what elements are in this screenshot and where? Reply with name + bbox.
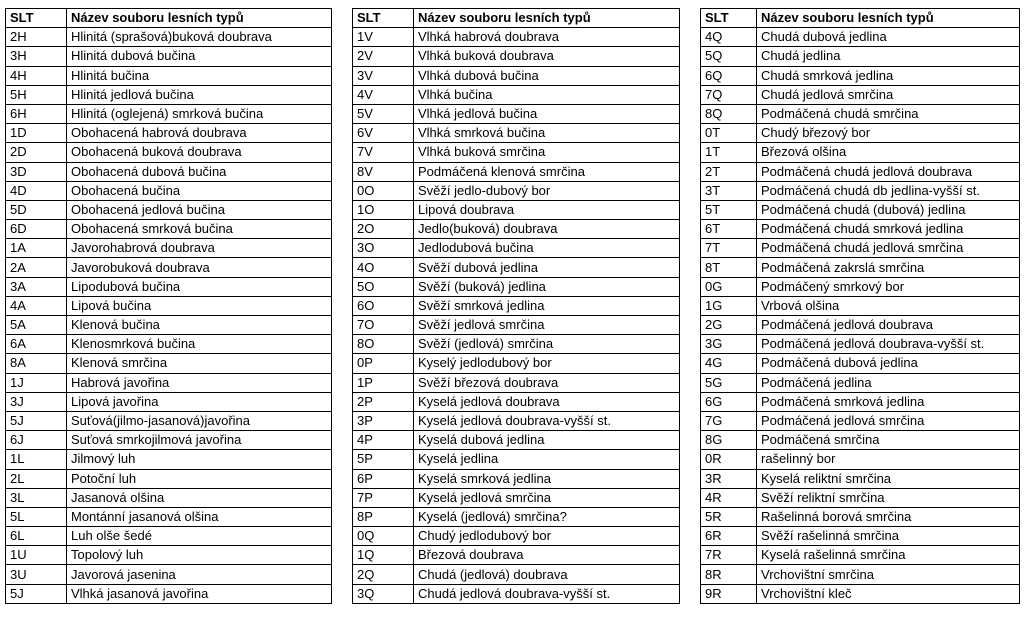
slt-code: 6V [353,124,414,143]
forest-type-name: Podmáčená klenová smrčina [414,162,680,181]
table-row [6,565,332,584]
slt-code: 6A [6,335,67,354]
table-row [6,469,332,488]
forest-type-name: Svěží (jedlová) smrčina [414,335,680,354]
slt-code: 4R [701,488,757,507]
forest-type-name: Vlhká jasanová javořina [67,584,332,603]
slt-code: 2G [701,316,757,335]
slt-code: 1G [701,296,757,315]
table-row [6,335,332,354]
slt-header: SLT [701,9,757,28]
table-row [6,85,332,104]
forest-type-name: Topolový luh [67,546,332,565]
table-row [353,258,680,277]
slt-code: 5D [6,200,67,219]
slt-code: 8Q [701,104,757,123]
table-row [701,104,1020,123]
slt-code: 3V [353,66,414,85]
slt-code: 4H [6,66,67,85]
table-row [353,507,680,526]
slt-code: 3R [701,469,757,488]
table-row [6,527,332,546]
forest-type-name: Podmáčená chudá jedlová smrčina [757,239,1020,258]
table-row [701,181,1020,200]
table-row [6,181,332,200]
table-row [701,450,1020,469]
forest-type-name: Svěží dubová jedlina [414,258,680,277]
forest-type-name: Březová doubrava [414,546,680,565]
slt-code: 5V [353,104,414,123]
forest-type-name: Kyselá reliktní smrčina [757,469,1020,488]
slt-code: 7T [701,239,757,258]
header-row [701,9,1020,28]
slt-code: 3U [6,565,67,584]
forest-type-name: Javorová jasenina [67,565,332,584]
table-row [701,239,1020,258]
forest-type-name: Vlhká smrková bučina [414,124,680,143]
slt-code: 5A [6,316,67,335]
forest-type-name: Obohacená jedlová bučina [67,200,332,219]
table-row [353,85,680,104]
slt-code: 0O [353,181,414,200]
forest-type-name: Kyselá dubová jedlina [414,431,680,450]
forest-type-name: Kyselý jedlodubový bor [414,354,680,373]
table-row [701,488,1020,507]
forest-type-name: Březová olšina [757,143,1020,162]
table-row [6,296,332,315]
table-row [353,488,680,507]
forest-type-name: Vrchovištní kleč [757,584,1020,603]
table-row [353,469,680,488]
forest-type-name: Chudý jedlodubový bor [414,527,680,546]
slt-code: 1J [6,373,67,392]
table-row [6,373,332,392]
forest-type-name: Podmáčený smrkový bor [757,277,1020,296]
slt-code: 2P [353,392,414,411]
table-row [6,200,332,219]
slt-code: 0R [701,450,757,469]
slt-header: SLT [6,9,67,28]
table-row [701,469,1020,488]
table-row [6,104,332,123]
slt-code: 5L [6,507,67,526]
slt-code: 5R [701,507,757,526]
slt-code: 4P [353,431,414,450]
table-row [701,527,1020,546]
slt-code: 5J [6,584,67,603]
forest-type-name: Svěží jedlová smrčina [414,316,680,335]
slt-code: 8A [6,354,67,373]
forest-type-name: Podmáčená jedlina [757,373,1020,392]
table-row [701,85,1020,104]
forest-type-name: Hlinitá bučina [67,66,332,85]
slt-code: 4V [353,85,414,104]
table-row [353,28,680,47]
table-row [353,143,680,162]
forest-type-name: Hlinitá jedlová bučina [67,85,332,104]
forest-type-name: Svěží (buková) jedlina [414,277,680,296]
slt-code: 4A [6,296,67,315]
table-row [701,296,1020,315]
forest-type-name: Vlhká bučina [414,85,680,104]
forest-type-name: Javorobuková doubrava [67,258,332,277]
slt-code: 6H [6,104,67,123]
forest-type-name: Chudá jedlová smrčina [757,85,1020,104]
table-row [701,335,1020,354]
forest-type-name: Javorohabrová doubrava [67,239,332,258]
table-row [353,47,680,66]
table-row [701,431,1020,450]
header-row [353,9,680,28]
table-row [353,392,680,411]
forest-type-name: Kyselá smrková jedlina [414,469,680,488]
table-row [701,220,1020,239]
table-row [353,373,680,392]
table-row [353,200,680,219]
slt-code: 2L [6,469,67,488]
slt-code: 2V [353,47,414,66]
table-row [701,507,1020,526]
forest-type-name: Suťová(jilmo-jasanová)javořina [67,411,332,430]
forest-type-name: Rašelinná borová smrčina [757,507,1020,526]
forest-type-table-3 [700,8,1020,604]
forest-type-name: rašelinný bor [757,450,1020,469]
table-row [353,66,680,85]
table-row [353,296,680,315]
table-row [353,220,680,239]
forest-type-name: Chudá dubová jedlina [757,28,1020,47]
table-row [6,488,332,507]
table-row [353,162,680,181]
table-row [6,354,332,373]
table-row [701,277,1020,296]
forest-type-name: Lipová doubrava [414,200,680,219]
forest-type-name: Potoční luh [67,469,332,488]
table-row [6,66,332,85]
forest-type-name: Podmáčená smrčina [757,431,1020,450]
slt-code: 8O [353,335,414,354]
slt-code: 1A [6,239,67,258]
forest-type-name: Chudá (jedlová) doubrava [414,565,680,584]
slt-code: 5H [6,85,67,104]
table-row [353,277,680,296]
forest-type-name: Chudá jedlina [757,47,1020,66]
table-row [701,47,1020,66]
slt-code: 8V [353,162,414,181]
table-row [353,335,680,354]
slt-code: 3H [6,47,67,66]
table-row [6,143,332,162]
slt-code: 0P [353,354,414,373]
slt-code: 6R [701,527,757,546]
table-row [353,354,680,373]
forest-type-name: Svěží rašelinná smrčina [757,527,1020,546]
forest-type-name: Vrchovištní smrčina [757,565,1020,584]
slt-code: 3A [6,277,67,296]
table-row [701,584,1020,603]
slt-code: 8R [701,565,757,584]
slt-code: 8T [701,258,757,277]
slt-code: 7R [701,546,757,565]
slt-code: 6P [353,469,414,488]
forest-type-name: Obohacená buková doubrava [67,143,332,162]
forest-type-name: Lipová javořina [67,392,332,411]
slt-code: 7G [701,411,757,430]
slt-code: 5T [701,200,757,219]
slt-code: 1O [353,200,414,219]
slt-code: 4Q [701,28,757,47]
forest-type-name: Vrbová olšina [757,296,1020,315]
slt-code: 5O [353,277,414,296]
forest-type-name: Podmáčená zakrslá smrčina [757,258,1020,277]
slt-code: 1D [6,124,67,143]
table-row [6,220,332,239]
table-row [701,124,1020,143]
slt-code: 0T [701,124,757,143]
slt-code: 7P [353,488,414,507]
table-row [6,392,332,411]
forest-type-name: Podmáčená chudá smrková jedlina [757,220,1020,239]
slt-code: 9R [701,584,757,603]
forest-type-name: Suťová smrkojilmová javořina [67,431,332,450]
slt-code: 6J [6,431,67,450]
table-row [701,316,1020,335]
table-row [701,392,1020,411]
table-row [353,584,680,603]
slt-code: 3P [353,411,414,430]
table-row [6,239,332,258]
forest-type-name: Hlinitá (oglejená) smrková bučina [67,104,332,123]
slt-code: 1U [6,546,67,565]
table-row [701,162,1020,181]
slt-code: 2T [701,162,757,181]
forest-type-name: Podmáčená chudá smrčina [757,104,1020,123]
slt-code: 3O [353,239,414,258]
forest-type-name: Jedlodubová bučina [414,239,680,258]
table-row [701,143,1020,162]
slt-code: 6L [6,527,67,546]
slt-code: 6G [701,392,757,411]
slt-header: SLT [353,9,414,28]
slt-code: 1L [6,450,67,469]
table-row [701,354,1020,373]
table-row [6,546,332,565]
forest-type-name: Obohacená habrová doubrava [67,124,332,143]
forest-type-name: Lipodubová bučina [67,277,332,296]
table-row [353,565,680,584]
slt-code: 1T [701,143,757,162]
name-header: Název souboru lesních typů [67,9,332,28]
forest-type-name: Vlhká buková doubrava [414,47,680,66]
slt-code: 5G [701,373,757,392]
name-header: Název souboru lesních typů [414,9,680,28]
forest-type-name: Jasanová olšina [67,488,332,507]
slt-code: 0Q [353,527,414,546]
table-row [701,28,1020,47]
forest-type-name: Vlhká dubová bučina [414,66,680,85]
slt-code: 6D [6,220,67,239]
forest-type-name: Podmáčená jedlová doubrava-vyšší st. [757,335,1020,354]
slt-code: 3J [6,392,67,411]
slt-code: 4G [701,354,757,373]
forest-type-name: Chudá jedlová doubrava-vyšší st. [414,584,680,603]
forest-type-name: Podmáčená chudá db jedlina-vyšší st. [757,181,1020,200]
table-row [701,66,1020,85]
slt-code: 8P [353,507,414,526]
table-row [6,277,332,296]
forest-type-name: Podmáčená jedlová smrčina [757,411,1020,430]
forest-type-name: Svěží jedlo-dubový bor [414,181,680,200]
forest-type-name: Svěží smrková jedlina [414,296,680,315]
forest-type-table-1 [5,8,332,604]
forest-type-table-2 [352,8,680,604]
slt-code: 1Q [353,546,414,565]
forest-type-name: Klenová bučina [67,316,332,335]
table-row [701,373,1020,392]
forest-type-name: Podmáčená dubová jedlina [757,354,1020,373]
forest-type-name: Kyselá jedlová smrčina [414,488,680,507]
slt-code: 3G [701,335,757,354]
forest-type-name: Kyselá jedlina [414,450,680,469]
table-row [6,411,332,430]
slt-code: 3Q [353,584,414,603]
table-row [353,124,680,143]
forest-type-name: Podmáčená chudá (dubová) jedlina [757,200,1020,219]
table-row [6,584,332,603]
forest-type-name: Hlinitá dubová bučina [67,47,332,66]
forest-type-name: Kyselá jedlová doubrava-vyšší st. [414,411,680,430]
slt-code: 0G [701,277,757,296]
table-row [6,162,332,181]
name-header: Název souboru lesních typů [757,9,1020,28]
table-row [6,431,332,450]
header-row [6,9,332,28]
table-row [701,546,1020,565]
slt-code: 2O [353,220,414,239]
table-row [701,565,1020,584]
table-row [6,450,332,469]
table-row [353,431,680,450]
slt-code: 4D [6,181,67,200]
forest-type-name: Kyselá (jedlová) smrčina? [414,507,680,526]
table-row [353,527,680,546]
forest-type-name: Podmáčená chudá jedlová doubrava [757,162,1020,181]
slt-code: 2H [6,28,67,47]
slt-code: 1P [353,373,414,392]
forest-type-name: Obohacená bučina [67,181,332,200]
slt-code: 3D [6,162,67,181]
forest-type-name: Kyselá jedlová doubrava [414,392,680,411]
slt-code: 2Q [353,565,414,584]
forest-type-name: Jedlo(buková) doubrava [414,220,680,239]
slt-code: 7V [353,143,414,162]
slt-code: 7O [353,316,414,335]
slt-code: 7Q [701,85,757,104]
slt-code: 5J [6,411,67,430]
slt-code: 3L [6,488,67,507]
slt-code: 6O [353,296,414,315]
table-row [6,316,332,335]
table-row [353,104,680,123]
table-row [6,47,332,66]
slt-code: 6T [701,220,757,239]
table-row [6,124,332,143]
forest-type-name: Vlhká buková smrčina [414,143,680,162]
forest-type-name: Obohacená dubová bučina [67,162,332,181]
slt-code: 6Q [701,66,757,85]
table-row [6,507,332,526]
slt-code: 5Q [701,47,757,66]
table-row [353,546,680,565]
table-row [6,28,332,47]
forest-type-name: Klenová smrčina [67,354,332,373]
forest-type-name: Vlhká habrová doubrava [414,28,680,47]
slt-code: 8G [701,431,757,450]
forest-type-name: Montánní jasanová olšina [67,507,332,526]
forest-type-name: Svěží reliktní smrčina [757,488,1020,507]
forest-type-name: Luh olše šedé [67,527,332,546]
table-row [353,316,680,335]
forest-type-name: Lipová bučina [67,296,332,315]
table-row [701,200,1020,219]
table-row [353,450,680,469]
forest-type-name: Klenosmrková bučina [67,335,332,354]
table-row [701,411,1020,430]
forest-type-name: Habrová javořina [67,373,332,392]
forest-type-name: Jilmový luh [67,450,332,469]
table-row [353,181,680,200]
forest-type-name: Chudá smrková jedlina [757,66,1020,85]
slt-code: 3T [701,181,757,200]
slt-code: 1V [353,28,414,47]
table-row [353,239,680,258]
forest-type-name: Svěží březová doubrava [414,373,680,392]
slt-code: 5P [353,450,414,469]
table-row [353,411,680,430]
slt-code: 2A [6,258,67,277]
forest-type-name: Podmáčená jedlová doubrava [757,316,1020,335]
table-row [6,258,332,277]
forest-type-name: Vlhká jedlová bučina [414,104,680,123]
forest-type-name: Podmáčená smrková jedlina [757,392,1020,411]
slt-code: 2D [6,143,67,162]
forest-type-name: Obohacená smrková bučina [67,220,332,239]
table-row [701,258,1020,277]
forest-type-name: Hlinitá (sprašová)buková doubrava [67,28,332,47]
slt-code: 4O [353,258,414,277]
forest-type-name: Chudý březový bor [757,124,1020,143]
forest-type-name: Kyselá rašelinná smrčina [757,546,1020,565]
